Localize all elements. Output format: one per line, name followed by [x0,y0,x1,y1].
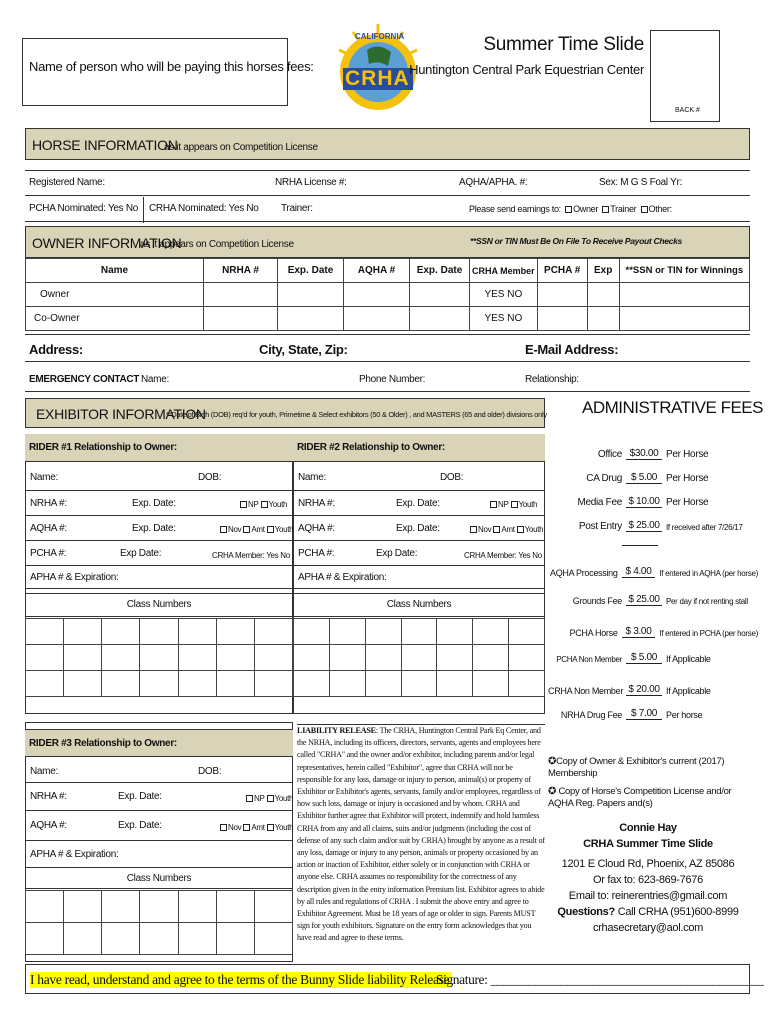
fee-row [548,614,758,638]
np-label: NP [254,794,265,803]
member-yes-no[interactable]: YES NO [470,307,538,331]
rider-1-dob-field[interactable]: DOB: [198,472,222,483]
admin-fees-title: ADMINISTRATIVE FEES [582,398,763,417]
ssn-note: **SSN or TIN Must Be On File To Receive Payout Checks [470,236,682,246]
fee-row [548,640,758,664]
rider-3-youth2-checkbox[interactable] [267,824,274,831]
owner-info-title: OWNER INFORMATION [32,235,182,251]
amt-label: Amt [501,525,515,534]
earnings-label: Please send earnings to: [469,204,561,214]
earnings-other-checkbox[interactable] [641,206,648,213]
fee-label: Grounds Fee [572,596,622,606]
fee-label: Media Fee [577,497,622,508]
rider-3-nrha-field[interactable]: NRHA #: [30,791,67,802]
event-title: Summer Time Slide [483,34,644,55]
rider-3-class-grid[interactable] [25,890,293,955]
emergency-phone-field[interactable]: Phone Number: [359,374,426,385]
rider-1-nrha-exp[interactable]: Exp. Date: [132,498,176,509]
bullet-icon: ✪ [548,786,557,797]
horse-info-title: HORSE INFORMATION [32,137,178,153]
col-aqha: AQHA # [344,259,410,283]
rider-3-aqha-exp[interactable]: Exp. Date: [118,820,162,831]
table-row[interactable] [294,671,545,697]
nov-label: Nov [478,525,492,534]
youth-label: Youth [524,525,544,534]
contact-org: CRHA Summer Time Slide [583,838,713,850]
rider-2-pcha-exp[interactable]: Exp Date: [376,548,418,559]
fee-amount: $ 5.00 [626,472,662,484]
horse-info-sub: as it appears on Competition License [164,142,318,153]
sex-foal-field[interactable]: Sex: M G S Foal Yr: [599,177,683,188]
nrha-license-field[interactable]: NRHA License #: [275,177,347,188]
rider-2-nov-checkbox[interactable] [470,526,477,533]
rider-1-nrha-field[interactable]: NRHA #: [30,498,67,509]
fee-note: If entered in AQHA (per horse) [659,569,758,578]
rider-1-name-field[interactable]: Name: [30,472,58,483]
owner-info-sub: as it appears on Competition License [140,239,294,250]
liability-text: : The CRHA, Huntington Central Park Eq Center, and the NRHA, including its officers, directors, servants, agents and employees here called "CRHA" and the owner and/or exhibitor, including parents and/or legal representatives, herein called "Exhibitor", agree that CRHA will not be responsible for any loss, damage or injury to person, animal(s) or property of Exhibitor or Exhibitor's agents, servants, family and/or employees, regardless of how such loss, damage or injury is occasioned and by whom. CRHA and Exhibitor further agree that Exhibitor will protect, indemnify and hold harmless CRHA from any and all claims, suits and/or judgments (including the cost of defense of any such claim and/or suit by CRHA) brought by anyone as a result of any loss, damage or injury to any person, animals or property occasioned by an action or inaction of Exhibitor, either solely or in conjunction with CRHA or anyone else. CRHA assumes no responsibility for the correctness of any description given in the entry information Premium list. Exhibitor agrees to abide by all rules and regulations of CRHA . I submit the above entry and agree to Exhibitor Agreement. Must be 18 years of age or older to sign. Parents MUST sign for youth exhibitors. Signature on the entry form acknowledges that you have read and agree to these terms. [297,726,545,943]
fee-row [548,484,758,508]
rider-3-amt-checkbox[interactable] [243,824,250,831]
youth-label: Youth [274,823,294,832]
rider-1-aqha-field[interactable]: AQHA #: [30,523,67,534]
fees-list [548,436,758,720]
contact-panel [548,756,748,936]
logo-text: CRHA [345,67,410,90]
fee-row [548,460,758,484]
amt-label: Amt [251,525,265,534]
rider-3-nov-checkbox[interactable] [220,824,227,831]
rider-2-aqha-exp[interactable]: Exp. Date: [396,523,440,534]
rider-1-crha-member[interactable]: CRHA Member: Yes No [212,551,290,560]
amt-label: Amt [251,823,265,832]
rider-1-youth-checkbox[interactable] [261,501,268,508]
youth-label: Youth [268,500,288,509]
table-row[interactable] [26,671,293,697]
rider-2-crha-member[interactable]: CRHA Member: Yes No [464,551,542,560]
table-row[interactable] [26,645,293,671]
rider-2-apha-field[interactable]: APHA # & Expiration: [298,572,387,583]
exhibitor-info-title: EXHIBITOR INFORMATION [36,406,206,422]
np-label: NP [248,500,259,509]
table-row[interactable] [26,619,293,645]
payer-box[interactable] [22,38,314,106]
rider-3-apha-field[interactable]: APHA # & Expiration: [30,849,119,860]
rider-2-youth-checkbox[interactable] [511,501,518,508]
rider-3-panel [25,722,293,962]
fee-label: Office [597,449,622,460]
agreement-text: I have read, understand and agree to the terms of the Bunny Slide liability Release. [30,972,453,987]
pcha-nominated[interactable]: PCHA Nominated: Yes No [29,203,139,214]
col-exp-date-2: Exp. Date [410,259,470,283]
fee-amount: $ 10.00 [626,496,662,508]
fee-amount: $ 20.00 [626,684,662,696]
earnings-owner-checkbox[interactable] [565,206,572,213]
col-nrha: NRHA # [204,259,278,283]
rider-1-np-checkbox[interactable] [240,501,247,508]
rider-3-name-field[interactable]: Name: [30,766,58,777]
horse-info-band [25,128,750,160]
rider-1-aqha-exp[interactable]: Exp. Date: [132,523,176,534]
member-yes-no[interactable]: YES NO [470,283,538,307]
rider-1-pcha-exp[interactable]: Exp Date: [120,548,162,559]
fee-row [548,554,758,578]
table-row[interactable] [294,619,545,645]
fee-note: If Applicable [666,654,711,664]
contact-email[interactable]: Email to: reinerentries@gmail.com [568,890,728,902]
exhibitor-info-band [25,398,545,428]
rider-1-class-grid[interactable] [25,618,293,697]
fee-row [548,508,758,532]
earnings-trainer-label: Trainer [610,204,637,214]
fee-note: Per Horse [666,473,709,484]
youth-label: Youth [274,794,294,803]
fee-amount: $ 4.00 [622,566,656,578]
rider-2-class-numbers: Class Numbers [386,599,452,610]
earnings-other-label: Other: [648,204,672,214]
rider-1-amt-checkbox[interactable] [243,526,250,533]
youth-label: Youth [274,525,294,534]
rider-1-nov-checkbox[interactable] [220,526,227,533]
rider-3-class-numbers: Class Numbers [126,873,192,884]
fee-amount: $ 3.00 [622,626,656,638]
email-address-field[interactable]: E-Mail Address: [525,342,619,357]
fee-note: Per horse [666,710,703,720]
col-exp: Exp [587,259,619,283]
fee-amount: $30.00 [626,448,662,460]
contact-email-2[interactable]: crhasecretary@aol.com [592,922,704,934]
fee-label: AQHA Processing [550,568,618,578]
rider-3-aqha-field[interactable]: AQHA #: [30,820,67,831]
rider-1-pcha-field[interactable]: PCHA #: [30,548,67,559]
fee-note: Per Horse [666,449,709,460]
emergency-contact-label: EMERGENCY CONTACT [29,374,140,385]
fee-amount: $ 25.00 [626,594,662,606]
col-pcha: PCHA # [537,259,587,283]
col-crha-member: CRHA Member [470,259,538,283]
requirement-1: Copy of Owner & Exhibitor's current (2017) Membership [548,756,725,779]
fee-label: PCHA Non Member [556,655,622,664]
liability-title: LIABILITY RELEASE [297,726,376,735]
rider-2-name-field[interactable]: Name: [298,472,326,483]
rider-1-panel [25,434,293,714]
dob-note: **Date of Birth (DOB) req'd for youth, Primetime & Select exhibitors (50 & Older) , and MASTERS (65 and older) divisions only [166,410,547,419]
rider-3-np-checkbox[interactable] [246,795,253,802]
city-state-zip-field[interactable]: City, State, Zip: [259,342,348,357]
fee-amount: $ 7.00 [626,708,662,720]
questions-label: Questions? [557,906,615,918]
row-label-owner: Owner [26,283,204,307]
emergency-relationship-field[interactable]: Relationship: [525,374,579,385]
questions-phone: Call CRHA (951)600-8999 [617,906,739,918]
earnings-owner-label: Owner [573,204,599,214]
table-row[interactable] [26,923,293,955]
fee-amount: $ 5.00 [626,652,662,664]
rider-3-nrha-exp[interactable]: Exp. Date: [118,791,162,802]
table-row[interactable] [26,891,293,923]
rider-2-pcha-field[interactable]: PCHA #: [298,548,335,559]
fee-row [548,696,758,720]
contact-address: 1201 E Cloud Rd, Phoenix, AZ 85086 [561,858,735,870]
venue: Huntington Central Park Equestrian Center [409,62,644,77]
back-label: BACK # [675,107,700,114]
back-number-box[interactable] [650,30,720,122]
owner-table [25,258,750,331]
fee-note: If entered in PCHA (per horse) [659,629,758,638]
fee-note: If Applicable [666,686,711,696]
rider-1-youth2-checkbox[interactable] [267,526,274,533]
fee-row [548,672,758,696]
liability-release [297,724,545,962]
address-row [25,334,750,362]
owner-table-header [26,259,750,283]
aqha-apha-field[interactable]: AQHA/APHA. #: [459,177,528,188]
logo-top-text: CALIFORNIA [355,32,405,41]
bullet-icon: ✪ [548,756,557,767]
fee-label: PCHA Horse [569,628,618,638]
footer-box [25,964,764,994]
requirement-2: Copy of Horse's Competition License and/or AQHA Reg. Papers and(s) [548,786,732,809]
signature-field[interactable]: Signature: ___________________________________________ [436,972,764,987]
table-row[interactable] [26,307,750,331]
rider-3-dob-field[interactable]: DOB: [198,766,222,777]
rider-1-title: RIDER #1 Relationship to Owner: [29,442,177,453]
rider-1-apha-field[interactable]: APHA # & Expiration: [30,572,119,583]
rider-3-youth-checkbox[interactable] [267,795,274,802]
fee-note: Per Horse [666,497,709,508]
rider-2-nrha-exp[interactable]: Exp. Date: [396,498,440,509]
col-name: Name [26,259,204,283]
fee-label: Post Entry [578,521,622,532]
payer-label: Name of person who will be paying this horses fees: [29,59,314,74]
youth-label: Youth [518,500,538,509]
contact-name: Connie Hay [619,822,677,834]
rider-2-class-grid[interactable] [293,618,545,697]
fee-label: NRHA Drug Fee [560,710,622,720]
contact-fax: Or fax to: 623-869-7676 [593,874,703,886]
earnings-trainer-checkbox[interactable] [602,206,609,213]
table-row[interactable] [294,645,545,671]
np-label: NP [498,500,509,509]
col-exp-date: Exp. Date [278,259,344,283]
rider-2-panel [293,434,545,714]
trainer-field[interactable]: Trainer: [281,203,313,214]
fee-label: CRHA Non Member [548,686,624,696]
crha-nominated[interactable]: CRHA Nominated: Yes No [149,203,259,214]
fee-amount: $ 25.00 [626,520,662,532]
horse-info-fields [25,170,750,222]
rider-2-nrha-field[interactable]: NRHA #: [298,498,335,509]
fee-note: Per day if not renting stall [666,597,748,606]
nov-label: Nov [228,525,242,534]
registered-name-field[interactable]: Registered Name: [29,177,105,188]
rider-1-class-numbers: Class Numbers [126,599,192,610]
emergency-row [25,368,750,392]
fee-row [548,582,758,606]
owner-info-band [25,226,750,258]
rider-2-title: RIDER #2 Relationship to Owner: [297,442,445,453]
row-label-coowner: Co-Owner [26,307,204,331]
emergency-name-field[interactable]: Name: [141,374,169,385]
nov-label: Nov [228,823,242,832]
rider-2-np-checkbox[interactable] [490,501,497,508]
table-row[interactable] [26,283,750,307]
rider-2-youth2-checkbox[interactable] [517,526,524,533]
rider-2-dob-field[interactable]: DOB: [440,472,464,483]
fee-note: If received after 7/26/17 [666,523,743,532]
rider-2-aqha-field[interactable]: AQHA #: [298,523,335,534]
rider-3-title: RIDER #3 Relationship to Owner: [29,738,177,749]
fee-label: CA Drug [586,473,622,484]
fee-row [548,436,758,460]
col-ssn: **SSN or TIN for Winnings [619,259,749,283]
rider-2-amt-checkbox[interactable] [493,526,500,533]
address-field[interactable]: Address: [29,342,83,357]
